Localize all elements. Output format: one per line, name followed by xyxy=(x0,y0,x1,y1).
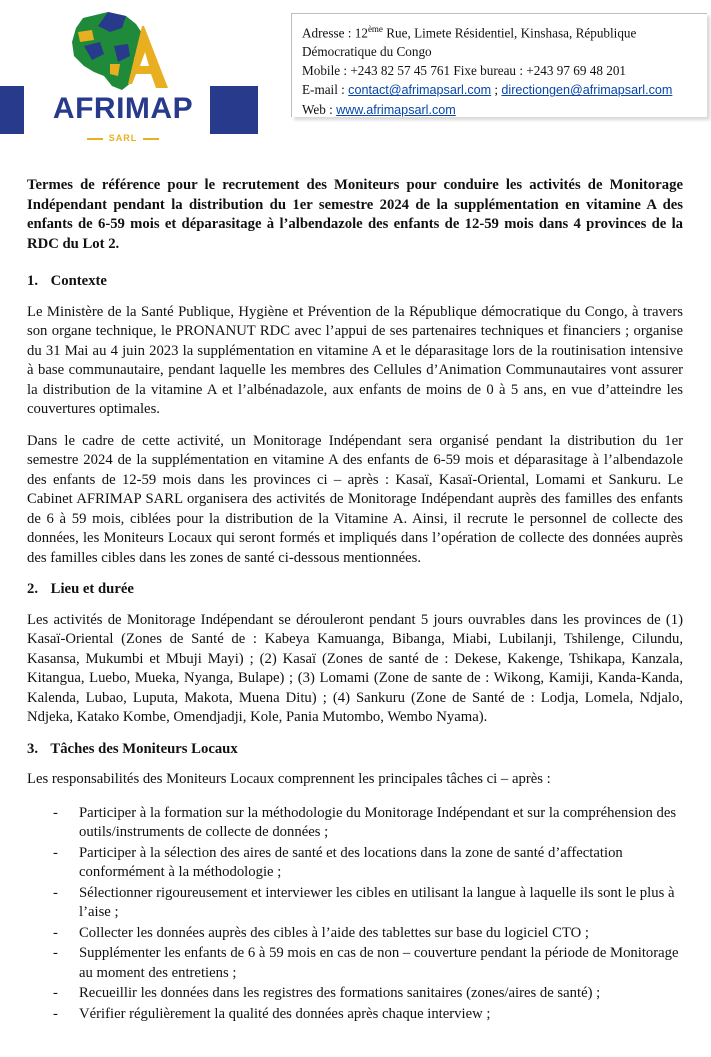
phone-line: Mobile : +243 82 57 45 761 Fixe bureau : +243 97 69 48 201 xyxy=(302,63,627,79)
task-list xyxy=(27,804,683,1025)
email-link-direction[interactable]: directiongen@afrimapsarl.com xyxy=(501,83,673,98)
address-rest: Rue, Limete Résidentiel, Kinshasa, République xyxy=(382,25,637,41)
list-item-text: Sélectionner rigoureusement et interviewer les cibles en utilisant la langue à laquelle ils sont le plus à l’aise ; xyxy=(79,884,675,920)
list-bullet: - xyxy=(53,924,58,941)
company-logo xyxy=(0,0,260,165)
section-title: Contexte xyxy=(50,273,107,289)
section-title: Tâches des Moniteurs Locaux xyxy=(50,740,238,757)
list-item xyxy=(27,984,683,1004)
section-heading-lieu-duree xyxy=(27,580,683,600)
section-heading-contexte xyxy=(27,272,683,292)
list-bullet: - xyxy=(53,884,58,901)
logo-accent-bar-right xyxy=(210,86,258,134)
logo-accent-bar-left xyxy=(0,86,24,134)
address-line xyxy=(302,20,707,42)
list-item xyxy=(27,884,683,923)
list-item-text: Participer à la sélection des aires de santé et des locations dans la zone de santé d’affectation conformément à la méthodologie ; xyxy=(79,844,623,880)
web-label: Web : xyxy=(302,102,337,118)
website-link[interactable]: www.afrimapsarl.com xyxy=(336,103,456,118)
list-item-text: Participer à la formation sur la méthodologie du Monitorage Indépendant et sur la compréhension des outils/instruments de collecte de données ; xyxy=(79,804,677,840)
logo-subtitle xyxy=(48,133,198,143)
list-bullet: - xyxy=(53,844,58,861)
list-item xyxy=(27,1005,683,1025)
section-title: Lieu et durée xyxy=(50,581,134,597)
section-heading-taches xyxy=(27,740,683,760)
email-link-contact[interactable]: contact@afrimapsarl.com xyxy=(348,83,492,98)
list-item-text: Recueillir les données dans les registres des formations sanitaires (zones/aires de santé) ; xyxy=(79,985,601,1001)
paragraph: Les activités de Monitorage Indépendant se dérouleront pendant 5 jours ouvrables dans les provinces de (1) Kasaï-Oriental (Zones de Santé de : Kabeya Kamuanga, Bibanga, Miabi, Lubilanji, Tshilenge, Cilundu, Kasansa, Mukumbi et Mbuji Mayi) ; (2) Kasaï (Zones de santé de : Dekese, Kakenge, Tshikapa, Kanzala, Kitangua, Luebo, Mueka, Nyanga, Bulape) ; (3) Lomami (Zone de sante de : Wikong, Kamiji, Kanda-Kanda, Kalenda, Lubao, Luputa, Makota, Muena Ditu) ; (4) Sankuru (Zone de Santé de : Lodja, Lomela, Ndjalo, Ndjeka, Katako Kombe, Omendjadji, Kole, Pania Mutombo, Wembo Nyama). xyxy=(27,611,683,725)
list-item xyxy=(27,844,683,883)
email-line xyxy=(302,80,707,100)
list-bullet: - xyxy=(53,985,58,1001)
section-number: 1. xyxy=(27,273,39,289)
list-bullet: - xyxy=(53,1005,58,1022)
paragraph: Dans le cadre de cette activité, un Monitorage Indépendant sera organisé pendant la distribution du 1er semestre 2024 de la supplémentation en vitamine A des enfants de 6-59 mois et déparasitage à l’albendazole des enfants de 12-59 mois dans les provinces ci – après : Kasaï, Kasaï-Oriental, Lomami et Sankuru. Le Cabinet AFRIMAP SARL organisera des activités de Monitorage Indépendant auprès des familles des enfants de 6 à 59 mois, ciblées pour la distribution de la Vitamine A. Ainsi, il recrute le personnel de collecte des données, les Moniteurs Locaux qui seront formés et impliqués dans l’opération de collecte des données auprès des familles cibles dans les zones de santé ci-dessous mentionnées. xyxy=(27,432,683,566)
section-number: 2. xyxy=(27,581,39,597)
contact-info-box xyxy=(291,13,707,117)
email-separator: ; xyxy=(491,82,502,98)
address-prefix: Adresse : 12 xyxy=(302,25,368,41)
logo-wordmark: AFRIMAP xyxy=(52,92,194,125)
list-item-text: Supplémenter les enfants de 6 à 59 mois en cas de non – couverture pendant la période de Monitorage au moment des entretiens ; xyxy=(79,945,679,981)
address-sup: ème xyxy=(367,24,383,34)
list-item-text: Vérifier régulièrement la qualité des données après chaque interview ; xyxy=(79,1005,491,1022)
section-number: 3. xyxy=(27,740,39,757)
paragraph: Les responsabilités des Moniteurs Locaux comprennent les principales tâches ci – après : xyxy=(27,771,551,787)
list-item xyxy=(27,804,683,843)
list-item xyxy=(27,924,683,944)
logo-sub-text: SARL xyxy=(108,133,138,143)
address-line-2: Démocratique du Congo xyxy=(302,44,432,60)
paragraph: Le Ministère de la Santé Publique, Hygiène et Prévention de la République démocratique du Congo, à travers son organe technique, le PRONANUT RDC avec l’appui de ses partenaires techniques et financiers ; organise du 31 Mai au 4 juin 2023 la supplémentation en vitamine A et le déparasitage lors de la routinisation intensive à base communautaire, pendant laquelle les membres des Cellules d’Animation Communautaires vont assurer la distribution de la vitamine A et l’albénadazole, aux enfants de moins de 0 à 5 ans, en vue d’atteindre les couvertures optimales. xyxy=(27,303,683,417)
list-item xyxy=(27,944,683,983)
document-body xyxy=(27,176,683,1025)
list-bullet: - xyxy=(53,945,58,961)
document-title: Termes de référence pour le recrutement des Moniteurs pour conduire les activités de Monitorage Indépendant pendant la distribution du 1er semestre 2024 de la supplémentation en vitamine A des enfants de 6-59 mois et déparasitage à l’albendazole des enfants de 12-59 mois dans 4 provinces de la RDC du Lot 2. xyxy=(27,177,683,252)
web-line xyxy=(302,100,707,120)
list-bullet: - xyxy=(53,804,58,821)
email-label: E-mail : xyxy=(302,82,349,98)
list-item-text: Collecter les données auprès des cibles à l’aide des tablettes sur base du logiciel CTO ; xyxy=(79,924,589,941)
